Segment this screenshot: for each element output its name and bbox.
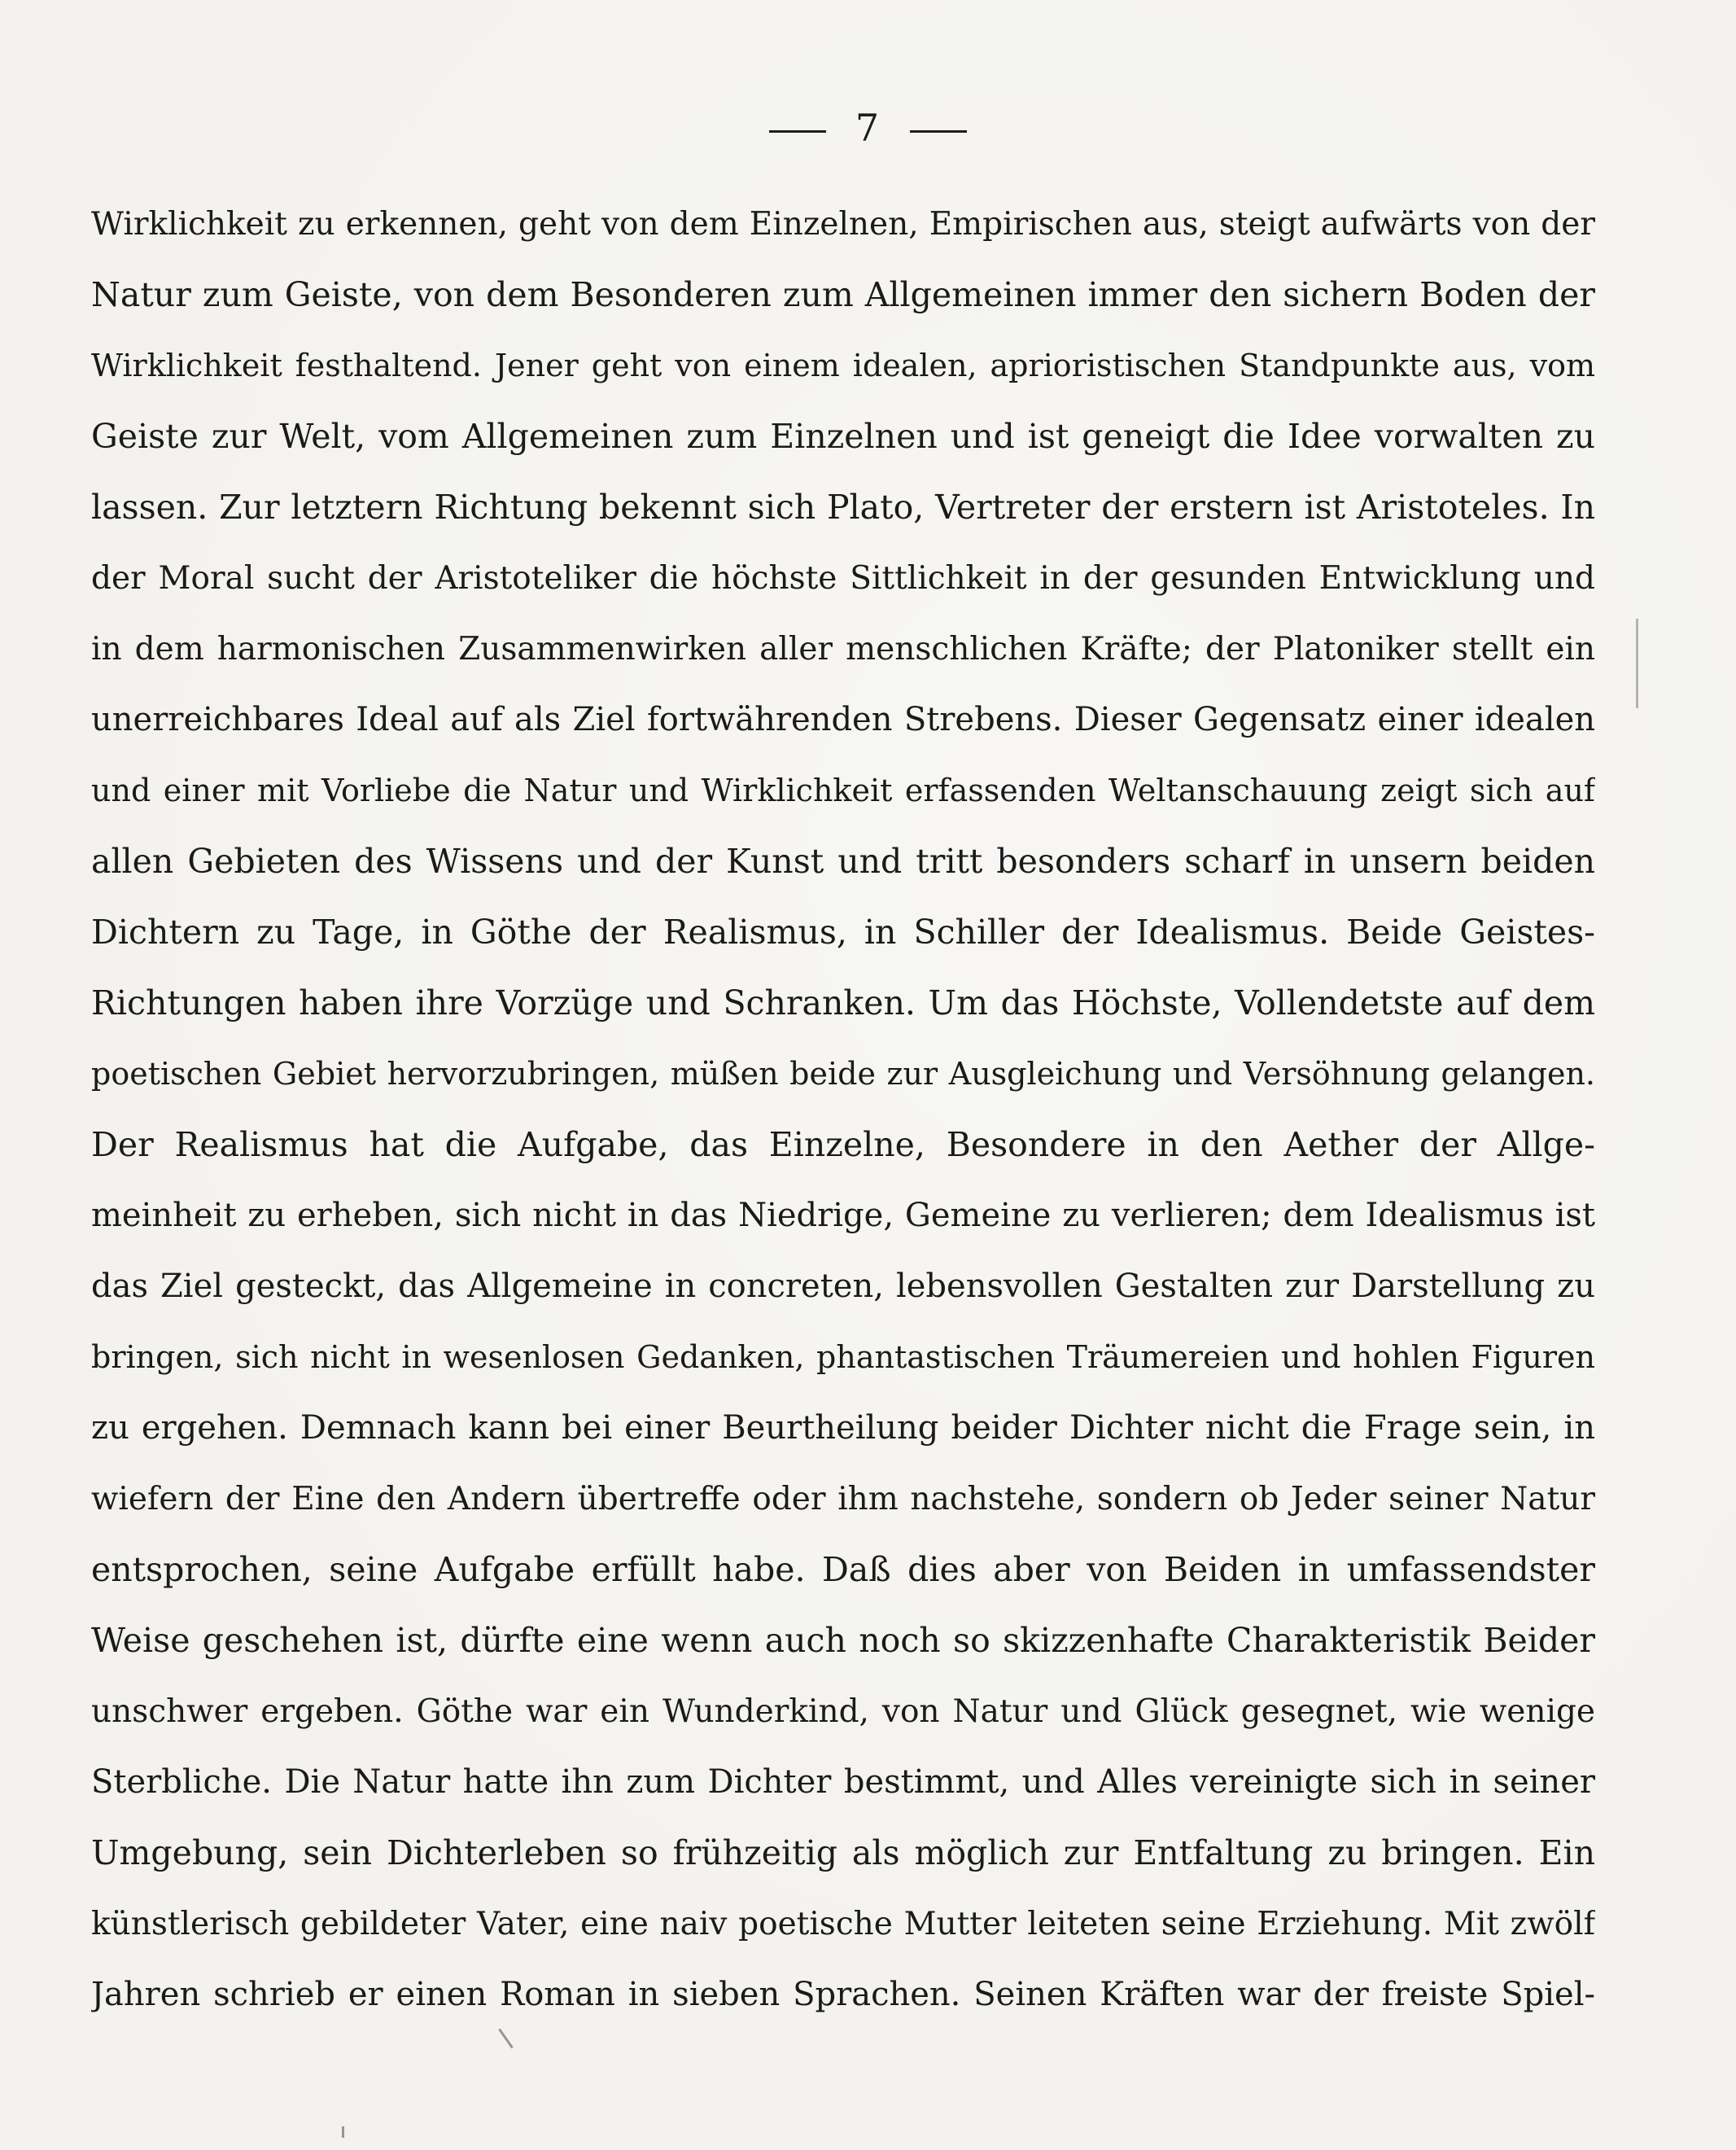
text-line: Wirklichkeit festhaltend. Jener geht von einem idealen, aprioristischen Standpunkte aus, vom xyxy=(91,348,1595,383)
text-line: bringen, sich nicht in wesenlosen Gedanken, phantastischen Träumereien und hohlen Figuren xyxy=(91,1339,1595,1375)
page-number-header xyxy=(0,106,1736,150)
text-line: Der Realismus hat die Aufgabe, das Einzelne, Besondere in den Aether der Allge- xyxy=(91,1125,1595,1164)
text-line: Umgebung, sein Dichterleben so frühzeitig als möglich zur Entfaltung zu bringen. Ein xyxy=(91,1833,1595,1872)
scan-artifact-mark xyxy=(498,2029,514,2049)
text-line: unschwer ergeben. Göthe war ein Wunderkind, von Natur und Glück gesegnet, wie wenige xyxy=(91,1693,1595,1730)
text-line: und einer mit Vorliebe die Natur und Wirklichkeit erfassenden Weltanschauung zeigt sich auf xyxy=(91,773,1595,808)
text-line: zu ergehen. Demnach kann bei einer Beurtheilung beider Dichter nicht die Frage sein, in xyxy=(91,1409,1595,1447)
text-line: künstlerisch gebildeter Vater, eine naiv poetische Mutter leiteten seine Erziehung. Mit zwölf xyxy=(91,1906,1595,1942)
text-line: in dem harmonischen Zusammenwirken aller menschlichen Kräfte; der Platoniker stellt ein xyxy=(91,631,1595,668)
text-line: Wirklichkeit zu erkennen, geht von dem Einzelnen, Empirischen aus, steigt aufwärts von der xyxy=(91,206,1595,243)
text-line: unerreichbares Ideal auf als Ziel fortwährenden Strebens. Dieser Gegensatz einer idealen xyxy=(91,701,1595,738)
scan-artifact-mark xyxy=(342,2126,344,2138)
text-line: lassen. Zur letztern Richtung bekennt sich Plato, Vertreter der erstern ist Aristoteles. In xyxy=(91,488,1595,527)
page-number: 7 xyxy=(855,106,881,150)
body-text xyxy=(91,189,1595,2030)
text-line: das Ziel gesteckt, das Allgemeine in concreten, lebensvollen Gestalten zur Darstellung zu xyxy=(91,1268,1595,1305)
text-line: Jahren schrieb er einen Roman in sieben Sprachen. Seinen Kräften war der freiste Spiel- xyxy=(91,1976,1595,2013)
text-line: Natur zum Geiste, von dem Besonderen zum Allgemeinen immer den sichern Boden der xyxy=(91,275,1595,314)
scan-artifact-mark xyxy=(1636,619,1638,708)
text-line: Richtungen haben ihre Vorzüge und Schranken. Um das Höchste, Vollendetste auf dem xyxy=(91,983,1595,1022)
right-dash-ornament xyxy=(910,130,967,133)
text-line: Geiste zur Welt, vom Allgemeinen zum Einzelnen und ist geneigt die Idee vorwalten zu xyxy=(91,417,1595,456)
text-line: wiefern der Eine den Andern übertreffe oder ihm nachstehe, sondern ob Jeder seiner Natur xyxy=(91,1481,1595,1517)
text-line: meinheit zu erheben, sich nicht in das Niedrige, Gemeine zu verlieren; dem Idealismus ist xyxy=(91,1197,1595,1234)
left-dash-ornament xyxy=(769,130,826,133)
text-line: Dichtern zu Tage, in Göthe der Realismus, in Schiller der Idealismus. Beide Geistes- xyxy=(91,913,1595,952)
text-line: allen Gebieten des Wissens und der Kunst und tritt besonders scharf in unsern beiden xyxy=(91,842,1595,881)
text-line: Sterbliche. Die Natur hatte ihn zum Dichter bestimmt, und Alles vereinigte sich in seiner xyxy=(91,1763,1595,1801)
text-line: poetischen Gebiet hervorzubringen, müßen beide zur Ausgleichung und Versöhnung gelangen. xyxy=(91,1056,1595,1092)
text-line: entsprochen, seine Aufgabe erfüllt habe. Daß dies aber von Beiden in umfassendster xyxy=(91,1550,1595,1589)
text-line: der Moral sucht der Aristoteliker die höchste Sittlichkeit in der gesunden Entwicklung und xyxy=(91,560,1595,597)
text-line: Weise geschehen ist, dürfte eine wenn auch noch so skizzenhafte Charakteristik Beider xyxy=(91,1621,1595,1660)
